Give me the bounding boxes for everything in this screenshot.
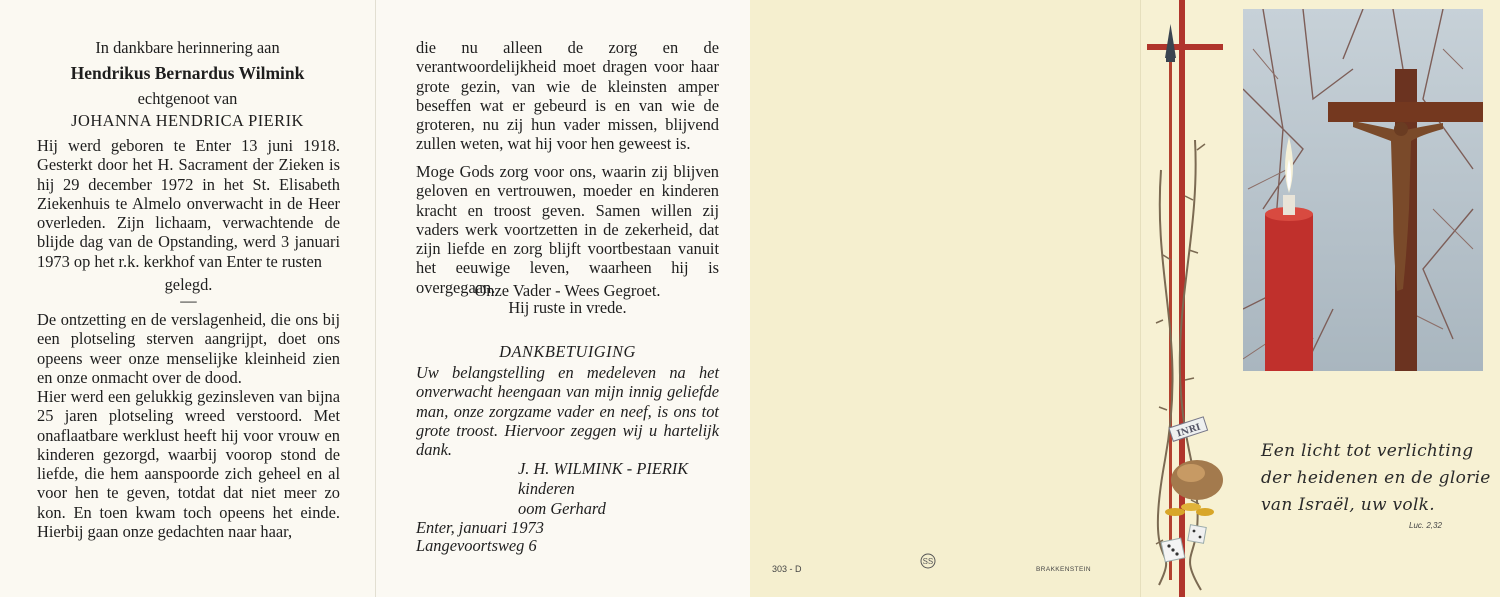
thanks-paragraph <box>416 363 719 459</box>
verse-line-1: Een licht tot verlichting <box>1261 441 1474 461</box>
rest-in-peace: Hij ruste in vrede. <box>508 298 627 317</box>
biography-end: gelegd. <box>164 275 213 294</box>
inri-sign-text: INRI <box>1175 422 1202 440</box>
bible-verse <box>1261 438 1491 519</box>
prayer-text: Moge Gods zorg voor ons, waarin zij blijven geloven en vertrouwen, moeder en kinderen kracht en troost geven. Samen willen zij vaders werk voortzetten in de zekerheid, dat zijn liefde en zorg blijft voortbestaan vanuit het eeuwige leven, waarheen hij is overgegaan. <box>416 162 719 297</box>
family-continued-paragraph <box>416 38 719 154</box>
family-paragraph <box>37 387 340 541</box>
family-continued-text: die nu alleen de zorg en de verantwoordelijkheid moet dragen voor haar grote gezin, van wie de kleinsten amper beseffen wat er gebeurd is en van wie de groteren, nu zij hun vader missen, blijvend zullen weten, wat hij voor hen geweest is. <box>416 38 719 154</box>
card-code: 303 - D <box>772 564 802 574</box>
printer-name: BRAKKENSTEIN <box>1036 566 1092 573</box>
cross-illustration <box>1141 0 1251 597</box>
publisher-logo-letters: SS <box>922 557 934 566</box>
section-divider: — <box>180 291 197 310</box>
publisher-logo-icon <box>920 553 936 569</box>
prayer-paragraph <box>416 162 719 297</box>
spouse-intro: echtgenoot van <box>137 89 238 108</box>
family-text: Hier werd een gelukkig gezinsleven van bijna 25 jaren plotseling wreed verstoord. Met onaflaatbare werklust heeft hij voor vrouw en kinderen gezorgd, waarbij voorop stond de liefde, die hem aanspoorde zich geheel en al voor hen te geven, totdat dat niet meer zo kon. En toen kwam toch opeens het einde. Hierbij gaan onze gedachten naar haar, <box>37 387 340 542</box>
verse-line-2: der heidenen en de glorie <box>1261 468 1491 488</box>
signature-name: J. H. WILMINK - PIERIK <box>518 459 689 478</box>
back-cover <box>750 0 1140 597</box>
verse-line-3: van Israël, uw volk. <box>1261 495 1435 515</box>
right-inner-page <box>375 0 751 597</box>
address: Langevoortsweg 6 <box>416 536 537 555</box>
reflection-text: De ontzetting en de verslagenheid, die ons bij een plotseling sterven aangrijpt, doet ons opeens weer onze menselijke kleinheid zien en onze onmacht over de dood. <box>37 310 340 387</box>
biography-paragraph <box>37 136 340 271</box>
left-inner-page <box>0 0 375 597</box>
front-cover <box>1140 0 1500 597</box>
intro-line: In dankbare herinnering aan <box>95 38 280 57</box>
thanks-text: Uw belangstelling en medeleven na het onverwacht heengaan van mijn innig geliefde man, onze zorgzame vader en neef, is ons tot grote troost. Hiervoor zeggen wij u hartelijk dank. <box>416 363 719 460</box>
prayer-line: Onze Vader - Wees Gegroet. <box>474 281 661 300</box>
crucifix-photo <box>1243 9 1483 371</box>
crucifix-photo-graphic <box>1243 9 1483 371</box>
signature-children: kinderen <box>518 479 575 498</box>
spouse-name: JOHANNA HENDRICA PIERIK <box>71 111 304 130</box>
reflection-paragraph <box>37 310 340 387</box>
thanks-title: DANKBETUIGING <box>499 342 636 361</box>
deceased-name: Hendrikus Bernardus Wilmink <box>70 63 305 83</box>
place-date: Enter, januari 1973 <box>416 518 544 537</box>
publisher-logo <box>920 553 936 569</box>
biography-text: Hij werd geboren te Enter 13 juni 1918. Gesterkt door het H. Sacrament der Zieken is hij 29 december 1972 in het St. Elisabeth Ziekenhuis te Almelo onverwacht in de Heer overleden. Zijn lichaam, verwachtende de blijde dag van de Opstanding, werd 3 januari 1973 op het r.k. kerkhof van Enter te rusten <box>37 136 340 271</box>
signature-uncle: oom Gerhard <box>518 499 606 518</box>
verse-reference: Luc. 2,32 <box>1409 521 1442 530</box>
